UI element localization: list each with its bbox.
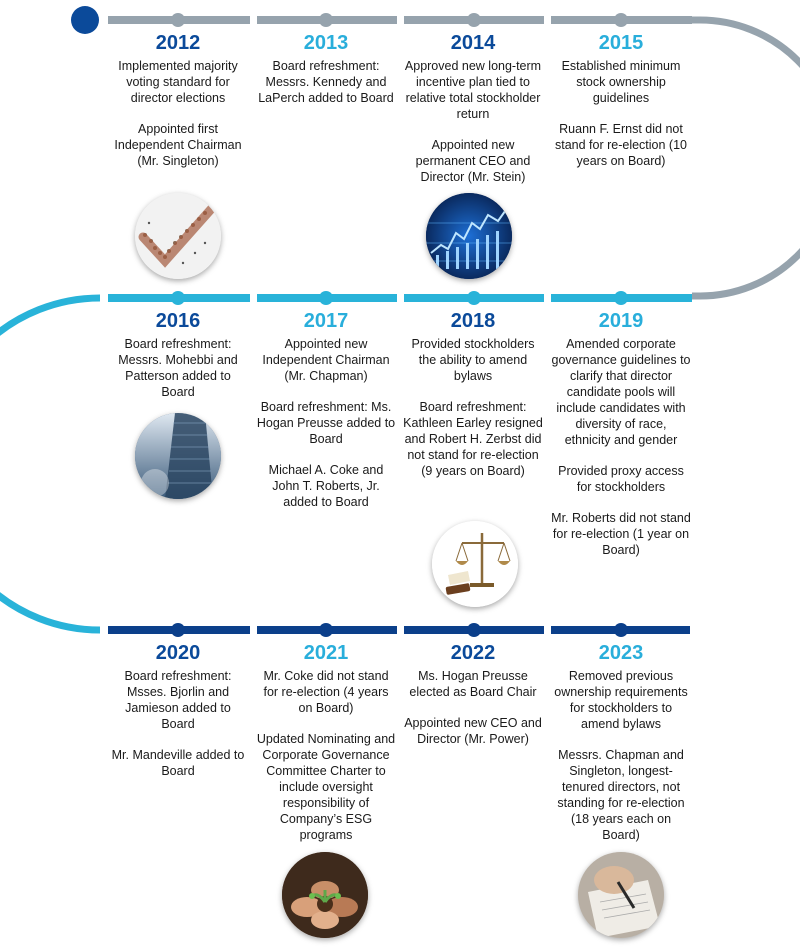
- timeline-node-2021: [319, 623, 333, 637]
- year-label: 2013: [303, 32, 349, 54]
- year-label: 2023: [598, 642, 644, 664]
- event-text: Board refreshment: Kathleen Earley resigned and Robert H. Zerbst did not stand for re-election (9 years on Board): [403, 400, 543, 478]
- event-text: Provided proxy access for stockholders: [558, 464, 684, 494]
- year-label: 2014: [450, 32, 496, 54]
- year-label: 2016: [155, 310, 201, 332]
- event-text: Ms. Hogan Preusse elected as Board Chair: [409, 669, 537, 699]
- timeline-node-2015: [614, 13, 628, 27]
- right-curve: [692, 20, 800, 296]
- event-text: Michael A. Coke and John T. Roberts, Jr. added to Board: [268, 463, 384, 509]
- entry-2018: [403, 310, 543, 494]
- entry-2017: [256, 310, 396, 525]
- year-label: 2018: [450, 310, 496, 332]
- event-text: Board refreshment: Ms. Hogan Preusse added to Board: [256, 400, 396, 446]
- scales-of-justice-photo: [432, 521, 518, 607]
- event-text: Appointed new permanent CEO and Director (Mr. Stein): [415, 138, 531, 184]
- timeline-node-2022: [467, 623, 481, 637]
- hands-seedlings-photo: [282, 852, 368, 938]
- timeline-node-2016: [171, 291, 185, 305]
- event-text: Appointed new CEO and Director (Mr. Power): [404, 716, 542, 746]
- event-text: Removed previous ownership requirements for stockholders to amend bylaws: [554, 669, 688, 731]
- entry-2015: [551, 32, 691, 184]
- year-label: 2017: [303, 310, 349, 332]
- row2-line: [108, 291, 692, 305]
- entry-2016: [108, 310, 248, 415]
- entry-2019: [551, 310, 691, 573]
- timeline-node-2020: [171, 623, 185, 637]
- year-label: 2022: [450, 642, 496, 664]
- timeline-start-dot: [71, 6, 99, 34]
- event-text: Implemented majority voting standard for director elections: [118, 59, 238, 105]
- event-text: Amended corporate governance guidelines to clarify that director candidate pools will include candidates with diversity of race, ethnicity and gender: [551, 337, 691, 447]
- crowd-check-photo: [135, 193, 221, 279]
- timeline-node-2019: [614, 291, 628, 305]
- year-label: 2021: [303, 642, 349, 664]
- timeline-node-2017: [319, 291, 333, 305]
- timeline-node-2023: [614, 623, 628, 637]
- event-text: Ruann F. Ernst did not stand for re-election (10 years on Board): [554, 122, 687, 168]
- entry-2014: [403, 32, 543, 200]
- event-text: Board refreshment: Messrs. Kennedy and LaPerch added to Board: [258, 59, 394, 105]
- skyscraper-photo: [135, 413, 221, 499]
- event-text: Board refreshment: Msses. Bjorlin and Jamieson added to Board: [124, 669, 232, 731]
- event-text: Provided stockholders the ability to amend bylaws: [411, 337, 535, 383]
- event-text: Mr. Coke did not stand for re-election (4 years on Board): [263, 669, 389, 715]
- row3-line: [108, 623, 690, 637]
- year-label: 2020: [155, 642, 201, 664]
- year-label: 2012: [155, 32, 201, 54]
- timeline-node-2012: [171, 13, 185, 27]
- event-text: Board refreshment: Messrs. Mohebbi and Patterson added to Board: [118, 337, 238, 399]
- event-text: Appointed new Independent Chairman (Mr. Chapman): [262, 337, 390, 383]
- row1-line: [108, 13, 692, 27]
- entry-2023: [551, 642, 691, 858]
- stock-chart-photo: [426, 193, 512, 279]
- event-text: Updated Nominating and Corporate Governance Committee Charter to include oversight responsibility of Company’s ESG programs: [256, 732, 396, 842]
- entry-2022: [403, 642, 543, 762]
- event-text: Messrs. Chapman and Singleton, longest-tenured directors, not standing for re-election (18 years each on Board): [557, 748, 685, 842]
- event-text: Established minimum stock ownership guidelines: [561, 59, 681, 105]
- entry-2021: [256, 642, 396, 858]
- entry-2020: [108, 642, 248, 794]
- timeline-node-2014: [467, 13, 481, 27]
- entry-2012: [108, 32, 248, 184]
- left-curve: [0, 298, 100, 630]
- signing-document-photo: [578, 852, 664, 938]
- event-text: Mr. Mandeville added to Board: [111, 748, 245, 778]
- timeline-node-2013: [319, 13, 333, 27]
- event-text: Approved new long-term incentive plan tied to relative total stockholder return: [404, 59, 542, 121]
- event-text: Appointed first Independent Chairman (Mr. Singleton): [114, 122, 242, 168]
- timeline-node-2018: [467, 291, 481, 305]
- entry-2013: [256, 32, 396, 121]
- year-label: 2019: [598, 310, 644, 332]
- event-text: Mr. Roberts did not stand for re-election (1 year on Board): [551, 511, 691, 557]
- year-label: 2015: [598, 32, 644, 54]
